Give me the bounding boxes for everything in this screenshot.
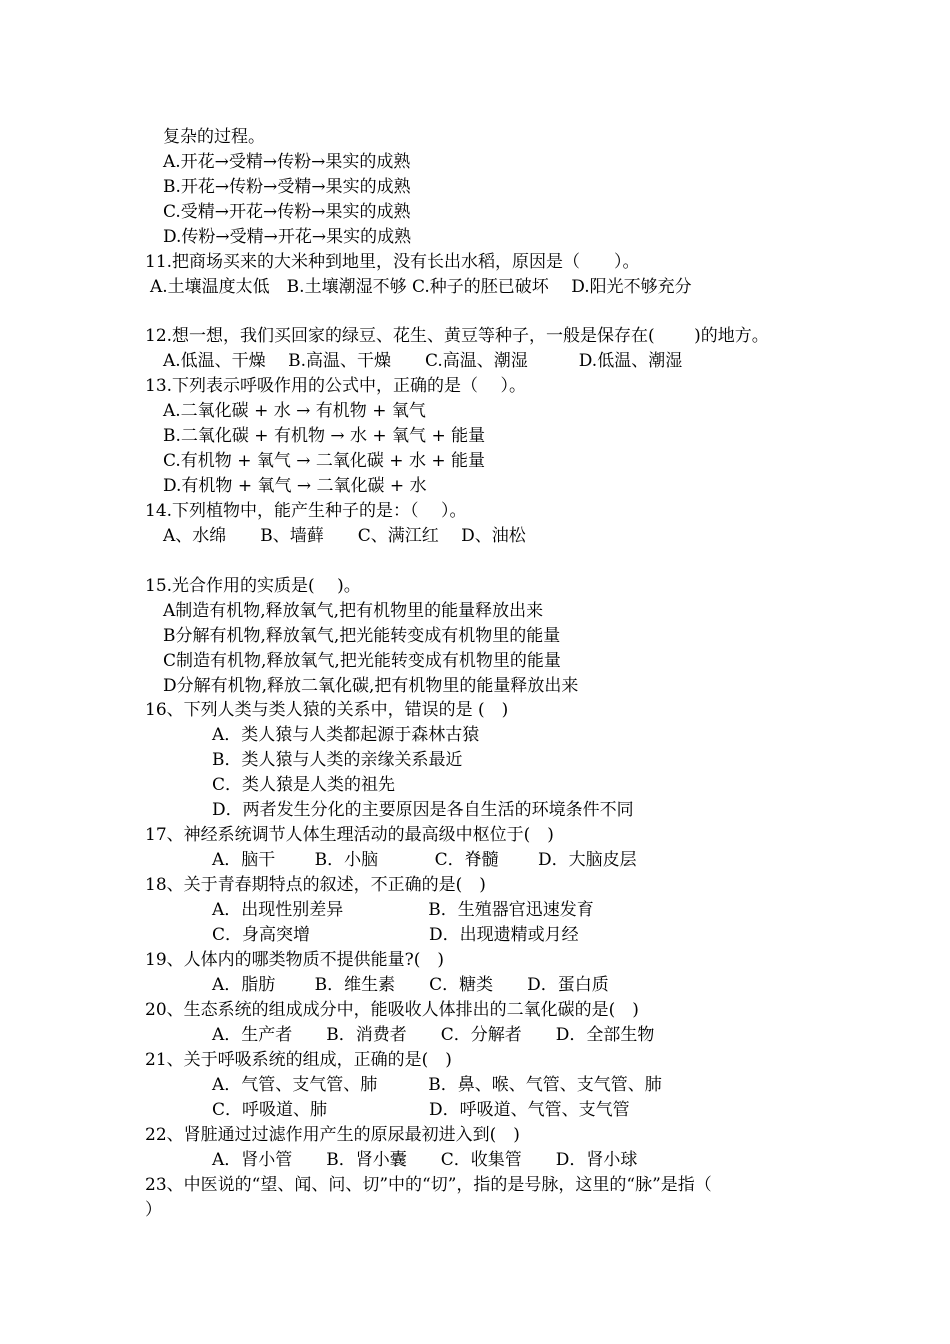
option-line: D.有机物 + 氧气 → 二氧化碳 + 水 [163,476,427,496]
option-line: A．脂肪 B．维生素 C．糖类 D．蛋白质 [212,975,609,995]
option-line: C．呼吸道、肺 D．呼吸道、气管、支气管 [212,1100,630,1120]
option-line: A.低温、干燥 B.高温、干燥 C.高温、潮湿 D.低温、潮湿 [163,351,683,371]
option-line: A．气管、支气管、肺 B．鼻、喉、气管、支气管、肺 [212,1075,662,1095]
question-line-continued: ） [145,1200,162,1220]
option-line: A．肾小管 B．肾小囊 C．收集管 D．肾小球 [212,1150,638,1170]
option-line: C.有机物 + 氧气 → 二氧化碳 + 水 + 能量 [163,451,486,471]
question-line: 14.下列植物中，能产生种子的是：（ ）。 [145,501,467,521]
question-line: 15.光合作用的实质是( )。 [145,576,361,596]
question-line: 17、神经系统调节人体生理活动的最高级中枢位于( ) [145,825,554,845]
option-line: B．类人猿与人类的亲缘关系最近 [212,750,463,770]
option-line: A．出现性别差异 B．生殖器官迅速发育 [212,900,594,920]
option-line: A．脑干 B．小脑 C．脊髓 D．大脑皮层 [212,850,637,870]
option-line: A．类人猿与人类都起源于森林古猿 [212,725,480,745]
option-line: D.传粉→受精→开花→果实的成熟 [163,227,412,247]
option-line: A.二氧化碳 + 水 → 有机物 + 氧气 [163,401,426,421]
option-line: A.土壤温度太低 B.土壤潮湿不够 C.种子的胚已破坏 D.阳光不够充分 [150,277,692,297]
option-line: A.开花→受精→传粉→果实的成熟 [163,152,411,172]
option-line: B.开花→传粉→受精→果实的成熟 [163,177,411,197]
question-line: 18、关于青春期特点的叙述，不正确的是( ) [145,875,486,895]
option-line: C.受精→开花→传粉→果实的成熟 [163,202,411,222]
question-line: 19、人体内的哪类物质不提供能量?( ) [145,950,445,970]
option-line: C．身高突增 D．出现遗精或月经 [212,925,579,945]
question-line: 11.把商场买来的大米种到地里，没有长出水稻，原因是（ ）。 [145,252,640,272]
question-line: 21、关于呼吸系统的组成，正确的是( ) [145,1050,452,1070]
option-line: C制造有机物,释放氧气,把光能转变成有机物里的能量 [163,651,561,671]
question-line: 22、肾脏通过过滤作用产生的原尿最初进入到( ) [145,1125,520,1145]
option-line: B分解有机物,释放氧气,把光能转变成有机物里的能量 [163,626,561,646]
option-line: C．类人猿是人类的祖先 [212,775,396,795]
option-line: A、水绵 B、墙藓 C、满江红 D、油松 [163,526,526,546]
text-line: 复杂的过程。 [163,127,265,147]
question-line: 12.想一想，我们买回家的绿豆、花生、黄豆等种子，一般是保存在( )的地方。 [145,326,769,346]
option-line: A．生产者 B．消费者 C．分解者 D．全部生物 [212,1025,655,1045]
option-line: D．两者发生分化的主要原因是各自生活的环境条件不同 [212,800,634,820]
option-line: B.二氧化碳 + 有机物 → 水 + 氧气 + 能量 [163,426,486,446]
option-line: D分解有机物,释放二氧化碳,把有机物里的能量释放出来 [163,676,579,696]
question-line: 16、下列人类与类人猿的关系中，错误的是 ( ) [145,700,509,720]
question-line: 13.下列表示呼吸作用的公式中，正确的是（ ）。 [145,376,526,396]
option-line: A制造有机物,释放氧气,把有机物里的能量释放出来 [163,601,544,621]
question-line: 20、生态系统的组成成分中，能吸收人体排出的二氧化碳的是( ) [145,1000,639,1020]
question-line: 23、中医说的“望、闻、问、切”中的“切”，指的是号脉，这里的“脉”是指（ [145,1175,712,1195]
